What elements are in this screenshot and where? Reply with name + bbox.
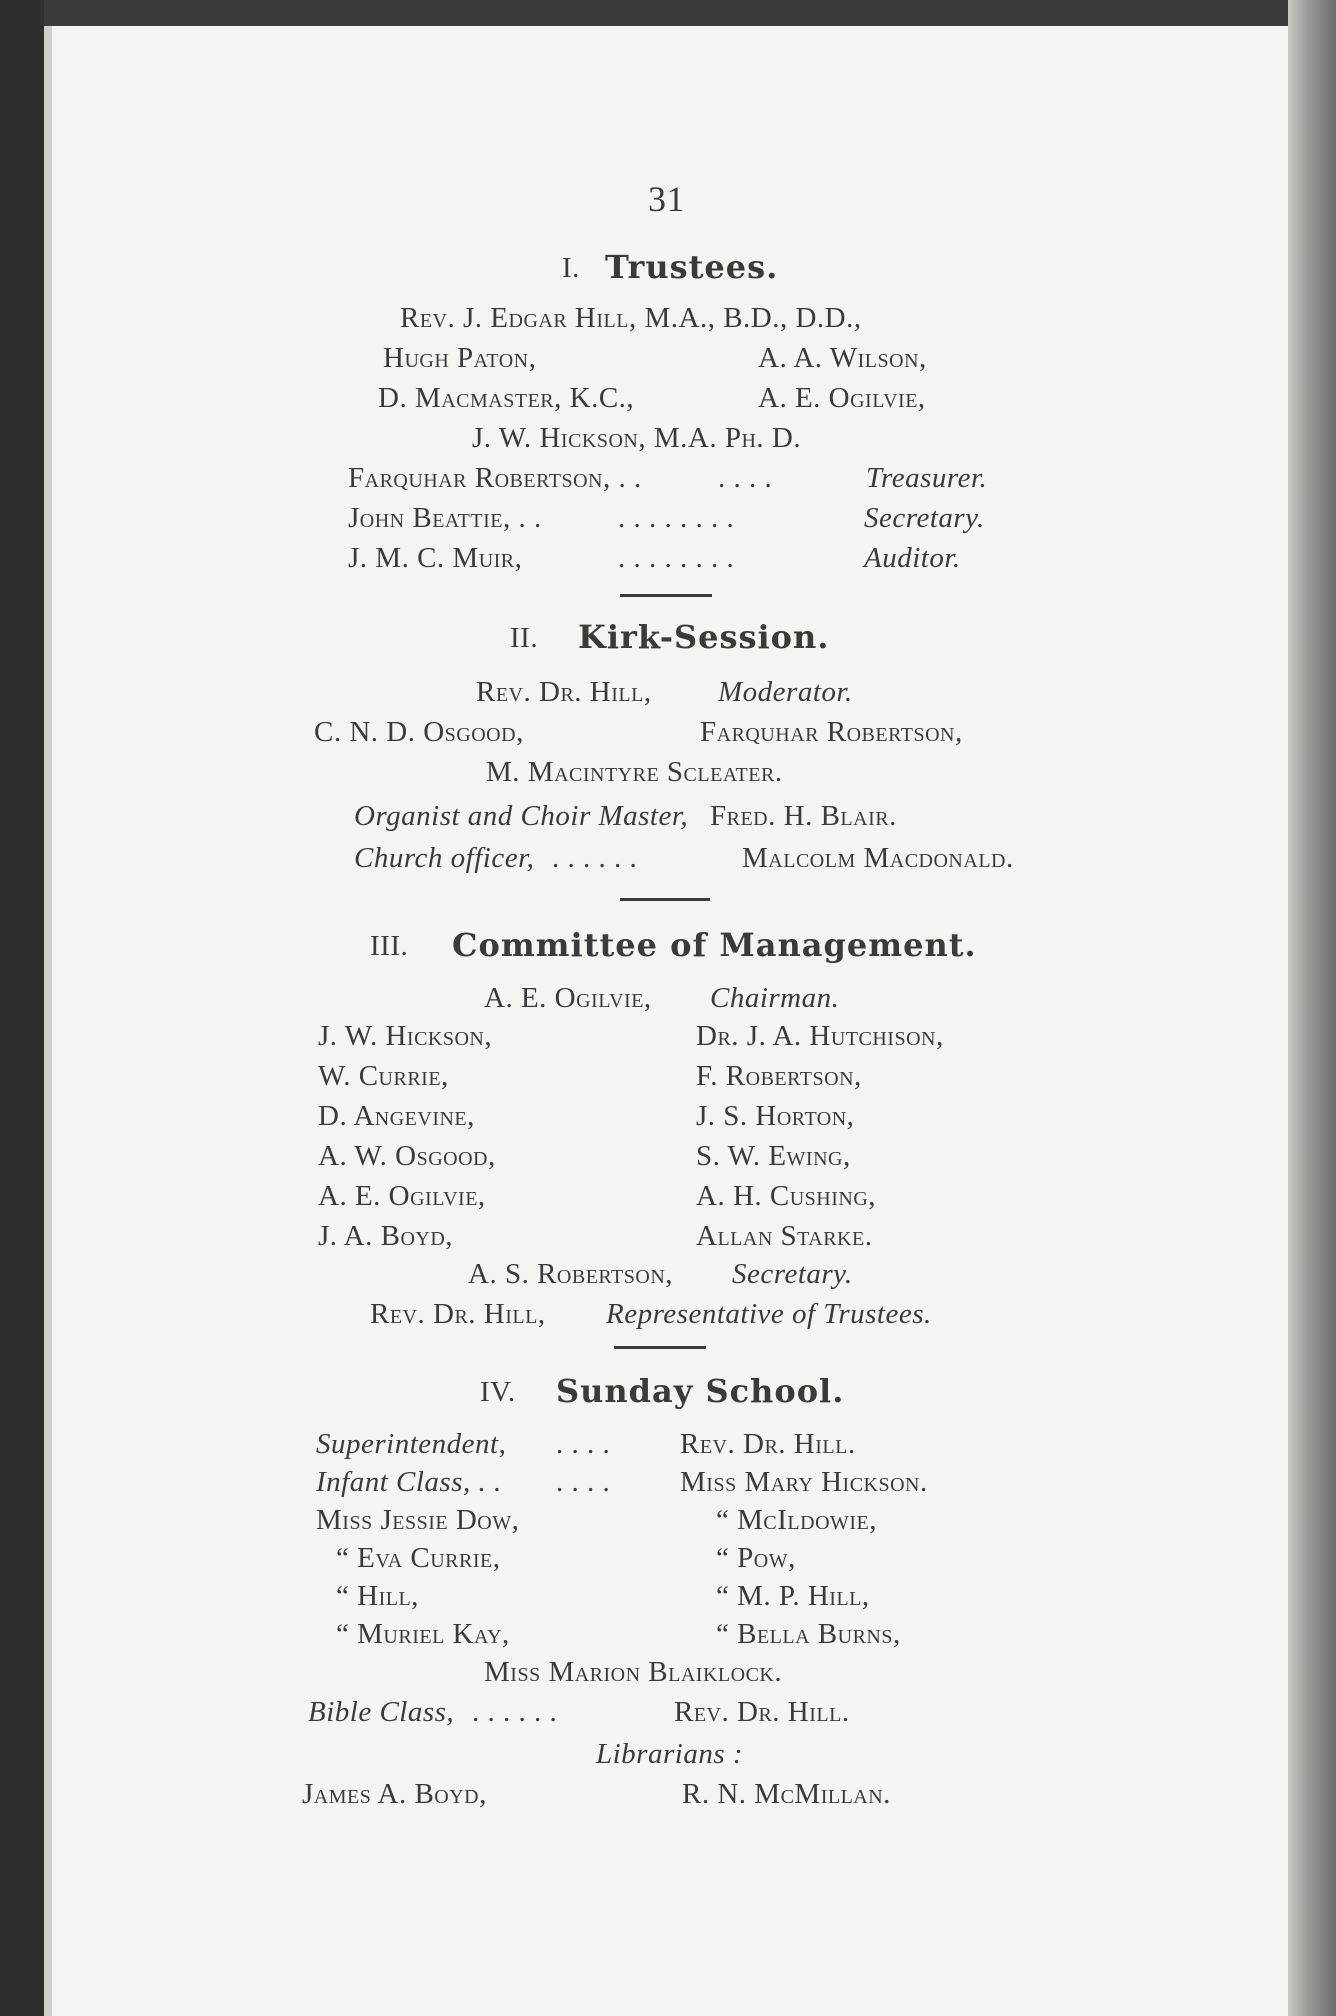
librarian: R. N. McMillan. [682,1778,891,1810]
leader-dots: . . . . [718,462,773,494]
organist-role: Organist and Choir Master, [354,800,689,832]
officer-name: J. M. C. Muir, [348,542,523,574]
committee-member: J. W. Hickson, [318,1020,493,1052]
teacher: “ Pow, [716,1542,796,1574]
infant-class-name: Miss Mary Hickson. [680,1466,928,1498]
section-heading-sunday-school: Sunday School. [556,1372,845,1410]
committee-member: W. Currie, [318,1060,449,1092]
trustee-macmaster: D. Macmaster, K.C., [378,382,635,414]
scan-top-edge [0,0,1336,26]
trustee-representative-name: Rev. Dr. Hill, [370,1298,546,1330]
church-officer-name: Malcolm Macdonald. [742,842,1014,874]
committee-member: J. A. Boyd, [318,1220,454,1252]
committee-member: J. S. Horton, [696,1100,855,1132]
section-heading-kirk-session: Kirk-Session. [578,618,830,656]
committee-member: A. W. Osgood, [318,1140,496,1172]
organist-name: Fred. H. Blair. [710,800,897,832]
librarian: James A. Boyd, [302,1778,487,1810]
page-number: 31 [648,179,685,219]
trustee-line-1: Rev. J. Edgar Hill, M.A., B.D., D.D., [400,302,862,334]
scan-left-edge [0,0,44,2016]
moderator-role: Moderator. [718,676,853,708]
teacher: “ McIldowie, [716,1504,878,1536]
section-numeral-committee: III. [370,930,409,962]
committee-member: A. H. Cushing, [696,1180,877,1212]
church-officer-role: Church officer, [354,842,535,874]
trustee-hickson: J. W. Hickson, M.A. Ph. D. [472,422,802,454]
leader-dots: . . . . [556,1428,611,1460]
officer-name: John Beattie, . . [348,502,542,534]
committee-member: S. W. Ewing, [696,1140,851,1172]
elder-osgood: C. N. D. Osgood, [314,716,524,748]
section-numeral-kirk-session: II. [510,622,539,654]
officer-role: Auditor. [864,542,961,574]
teacher: “ Bella Burns, [716,1618,901,1650]
committee-member: F. Robertson, [696,1060,862,1092]
chairman-name: A. E. Ogilvie, [484,982,652,1014]
section-divider [614,1346,706,1349]
teacher: “ M. P. Hill, [716,1580,870,1612]
leader-dots: . . . . . . [552,842,638,874]
scan-right-edge [1288,0,1336,2016]
page-gutter [44,26,52,2016]
bible-class-name: Rev. Dr. Hill. [674,1696,850,1728]
section-heading-committee: Committee of Management. [452,926,977,964]
officer-name: Farquhar Robertson, . . [348,462,642,494]
infant-class-role: Infant Class, . . [316,1466,502,1498]
leader-dots: . . . . . . . . [618,502,735,534]
teacher: “ Eva Currie, [336,1542,501,1574]
chairman-role: Chairman. [710,982,840,1014]
leader-dots: . . . . . . [472,1696,558,1728]
committee-member: D. Angevine, [318,1100,475,1132]
trustee-representative-role: Representative of Trustees. [606,1298,932,1330]
teacher-blaiklock: Miss Marion Blaiklock. [484,1656,783,1688]
teacher: “ Muriel Kay, [336,1618,510,1650]
leader-dots: . . . . [556,1466,611,1498]
superintendent-role: Superintendent, [316,1428,507,1460]
elder-robertson: Farquhar Robertson, [700,716,963,748]
leader-dots: . . . . . . . . [618,542,735,574]
section-divider [620,594,712,597]
officer-role: Secretary. [864,502,985,534]
bible-class-role: Bible Class, [308,1696,455,1728]
section-numeral-sunday-school: IV. [480,1376,516,1408]
committee-secretary-name: A. S. Robertson, [468,1258,674,1290]
elder-scleater: M. Macintyre Scleater. [486,756,783,788]
librarians-label: Librarians : [596,1738,744,1770]
section-numeral-trustees: I. [562,252,580,284]
teacher: Miss Jessie Dow, [316,1504,520,1536]
trustee-ogilvie: A. E. Ogilvie, [758,382,926,414]
committee-secretary-role: Secretary. [732,1258,853,1290]
moderator-name: Rev. Dr. Hill, [476,676,652,708]
teacher: “ Hill, [336,1580,419,1612]
committee-member: A. E. Ogilvie, [318,1180,486,1212]
superintendent-name: Rev. Dr. Hill. [680,1428,856,1460]
trustee-hugh-paton: Hugh Paton, [383,342,537,374]
committee-member: Allan Starke. [696,1220,873,1252]
trustee-wilson: A. A. Wilson, [758,342,927,374]
section-heading-trustees: Trustees. [605,248,779,286]
committee-member: Dr. J. A. Hutchison, [696,1020,944,1052]
section-divider [620,898,710,901]
officer-role: Treasurer. [866,462,988,494]
